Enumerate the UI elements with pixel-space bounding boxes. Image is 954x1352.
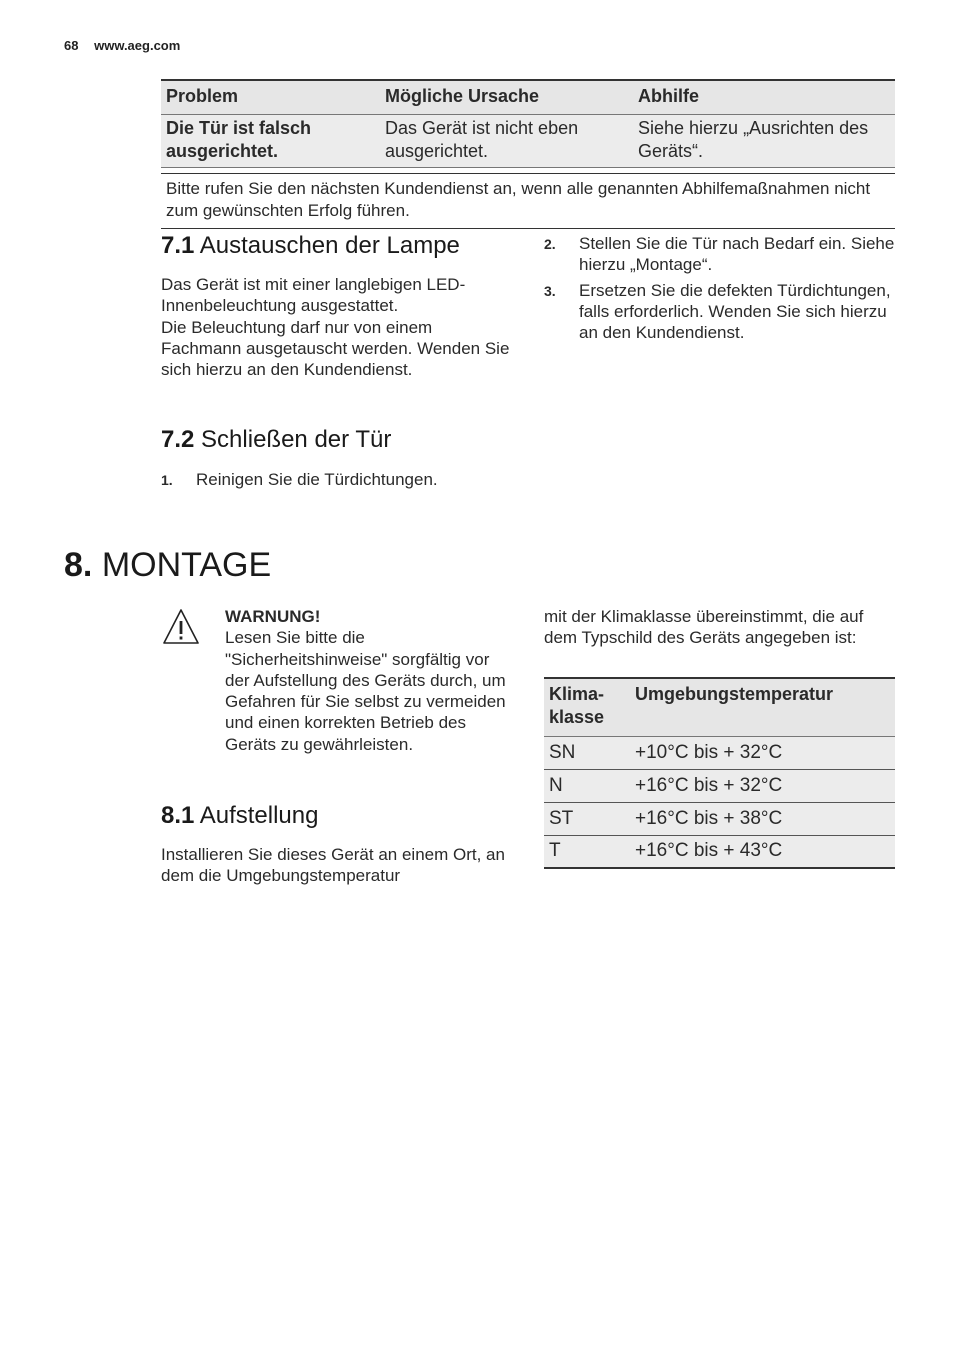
- table-row: [544, 802, 895, 835]
- column-header-problem: Problem: [161, 80, 380, 114]
- section-8-1: [161, 802, 511, 887]
- note-box: Bitte rufen Sie den nächsten Kundendienst an, wenn alle genannten Abhilfemaßnahmen nicht zum gewünschten Erfolg führen.: [161, 173, 895, 229]
- column-header-climate-class: Klima-klasse: [544, 678, 630, 736]
- column-header-ambient-temperature: Umgebungstemperatur: [630, 678, 895, 736]
- steps-list: [161, 469, 511, 491]
- chapter-title: 8. MONTAGE: [64, 546, 272, 584]
- list-item: 1. Reinigen Sie die Türdichtungen.: [161, 470, 438, 489]
- page-number: 68: [64, 38, 79, 53]
- remedy-cell: Siehe hierzu „Ausrichten des Geräts“.: [633, 114, 895, 167]
- column-header-cause: Mögliche Ursache: [380, 80, 633, 114]
- list-item: 2. Stellen Sie die Tür nach Bedarf ein. Siehe hierzu „Montage“.: [544, 234, 895, 275]
- temperature-cell: +16°C bis + 32°C: [630, 769, 895, 802]
- table-row: [161, 114, 895, 167]
- paragraph: Installieren Sie dieses Gerät an einem Ort, an dem die Umgebungstemperatur: [161, 845, 505, 886]
- warning-box: [161, 606, 511, 755]
- section-7-2-continued: [544, 233, 899, 347]
- warning-content: [225, 606, 511, 755]
- table-row: [544, 736, 895, 769]
- warning-icon: [161, 607, 201, 647]
- list-item: 3. Ersetzen Sie die defekten Türdichtungen, falls erforderlich. Wenden Sie sich hierzu an den Kundendienst.: [544, 280, 891, 343]
- warning-title: WARNUNG!: [225, 607, 321, 626]
- table-header-row: [161, 80, 895, 114]
- cause-cell: Das Gerät ist nicht eben ausgerichtet.: [380, 114, 633, 167]
- table-row: [544, 835, 895, 868]
- paragraph: mit der Klimaklasse übereinstimmt, die auf dem Typschild des Geräts angegeben ist:: [544, 607, 864, 648]
- page-header: [64, 38, 192, 53]
- temperature-cell: +10°C bis + 32°C: [630, 736, 895, 769]
- climate-class-cell: ST: [544, 802, 630, 835]
- section-7-2: [161, 426, 511, 495]
- section-heading: 7.2 Schließen der Tür: [161, 426, 392, 453]
- problem-cell: Die Tür ist falsch ausgerichtet.: [161, 114, 380, 167]
- website-link[interactable]: www.aeg.com: [94, 38, 181, 53]
- warning-text: Lesen Sie bitte die "Sicherheitshinweise" sorgfältig vor der Aufstellung des Geräts durch, um Gefahren für Sie selbst zu vermeiden und einen korrekten Betrieb des Geräts zu gewährleisten.: [225, 628, 506, 754]
- paragraph: Das Gerät ist mit einer langlebigen LED-Innenbeleuchtung ausgestattet.: [161, 275, 466, 316]
- section-heading: 7.1 Austauschen der Lampe: [161, 232, 460, 259]
- climate-class-cell: N: [544, 769, 630, 802]
- section-8-1-continued: [544, 606, 899, 649]
- temperature-cell: +16°C bis + 38°C: [630, 802, 895, 835]
- table-header-row: [544, 678, 895, 736]
- steps-list: [544, 233, 899, 343]
- climate-class-table: [544, 677, 895, 869]
- section-heading: 8.1 Aufstellung: [161, 802, 319, 829]
- climate-class-cell: SN: [544, 736, 630, 769]
- climate-class-cell: T: [544, 835, 630, 868]
- paragraph: Die Beleuchtung darf nur von einem Fachmann ausgetauscht werden. Wenden Sie sich hierzu an den Kundendienst.: [161, 317, 510, 380]
- column-header-remedy: Abhilfe: [633, 80, 895, 114]
- table-row: [544, 769, 895, 802]
- section-7-1: [161, 232, 511, 380]
- problem-table: [161, 79, 895, 168]
- temperature-cell: +16°C bis + 43°C: [630, 835, 895, 868]
